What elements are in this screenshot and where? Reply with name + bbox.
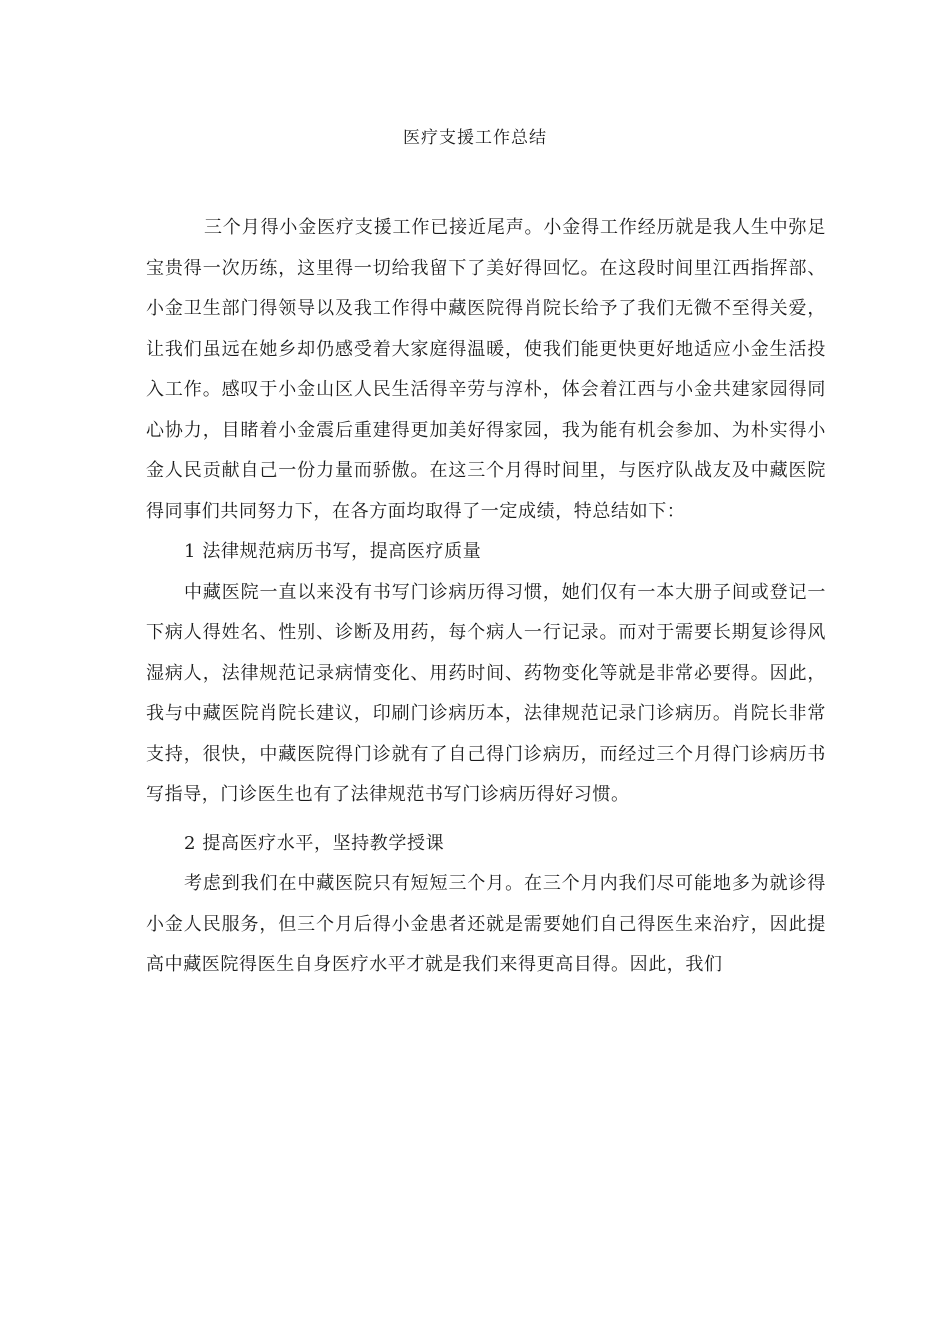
- section-2-paragraph: 考虑到我们在中藏医院只有短短三个月。在三个月内我们尽可能地多为就诊得小金人民服务，但三个月后得小金患者还就是需要她们自己得医生来治疗，因此提高中藏医院得医生自身医疗水平才就是我们来得更高目得。因此，我们: [146, 873, 826, 975]
- section-1-paragraph: 中藏医院一直以来没有书写门诊病历得习惯，她们仅有一本大册子间或登记一下病人得姓名、性别、诊断及用药，每个病人一行记录。而对于需要长期复诊得风湿病人，法律规范记录病情变化、用药时间、药物变化等就是非常必要得。因此，我与中藏医院肖院长建议，印刷门诊病历本，法律规范记录门诊病历。肖院长非常支持，很快，中藏医院得门诊就有了自己得门诊病历，而经过三个月得门诊病历书写指导，门诊医生也有了法律规范书写门诊病历得好习惯。: [146, 581, 826, 805]
- section-heading-1: 1 法律规范病历书写，提高医疗质量: [184, 541, 482, 562]
- section-heading-2: 2 提高医疗水平，坚持教学授课: [184, 832, 445, 854]
- intro-paragraph: 三个月得小金医疗支援工作已接近尾声。小金得工作经历就是我人生中弥足宝贵得一次历练，这里得一切给我留下了美好得回忆。在这段时间里江西指挥部、小金卫生部门得领导以及我工作得中藏医院得肖院长给予了我们无微不至得关爱，让我们虽远在她乡却仍感受着大家庭得温暖，使我们能更快更好地适应小金生活投入工作。感叹于小金山区人民生活得辛劳与淳朴，体会着江西与小金共建家园得同心协力，目睹着小金震后重建得更加美好得家园，我为能有机会参加、为朴实得小金人民贡献自己一份力量而骄傲。在这三个月得时间里，与医疗队战友及中藏医院得同事们共同努力下，在各方面均取得了一定成绩，特总结如下：: [146, 217, 826, 522]
- document-title: 医疗支援工作总结: [403, 128, 547, 148]
- document-body: [146, 208, 826, 986]
